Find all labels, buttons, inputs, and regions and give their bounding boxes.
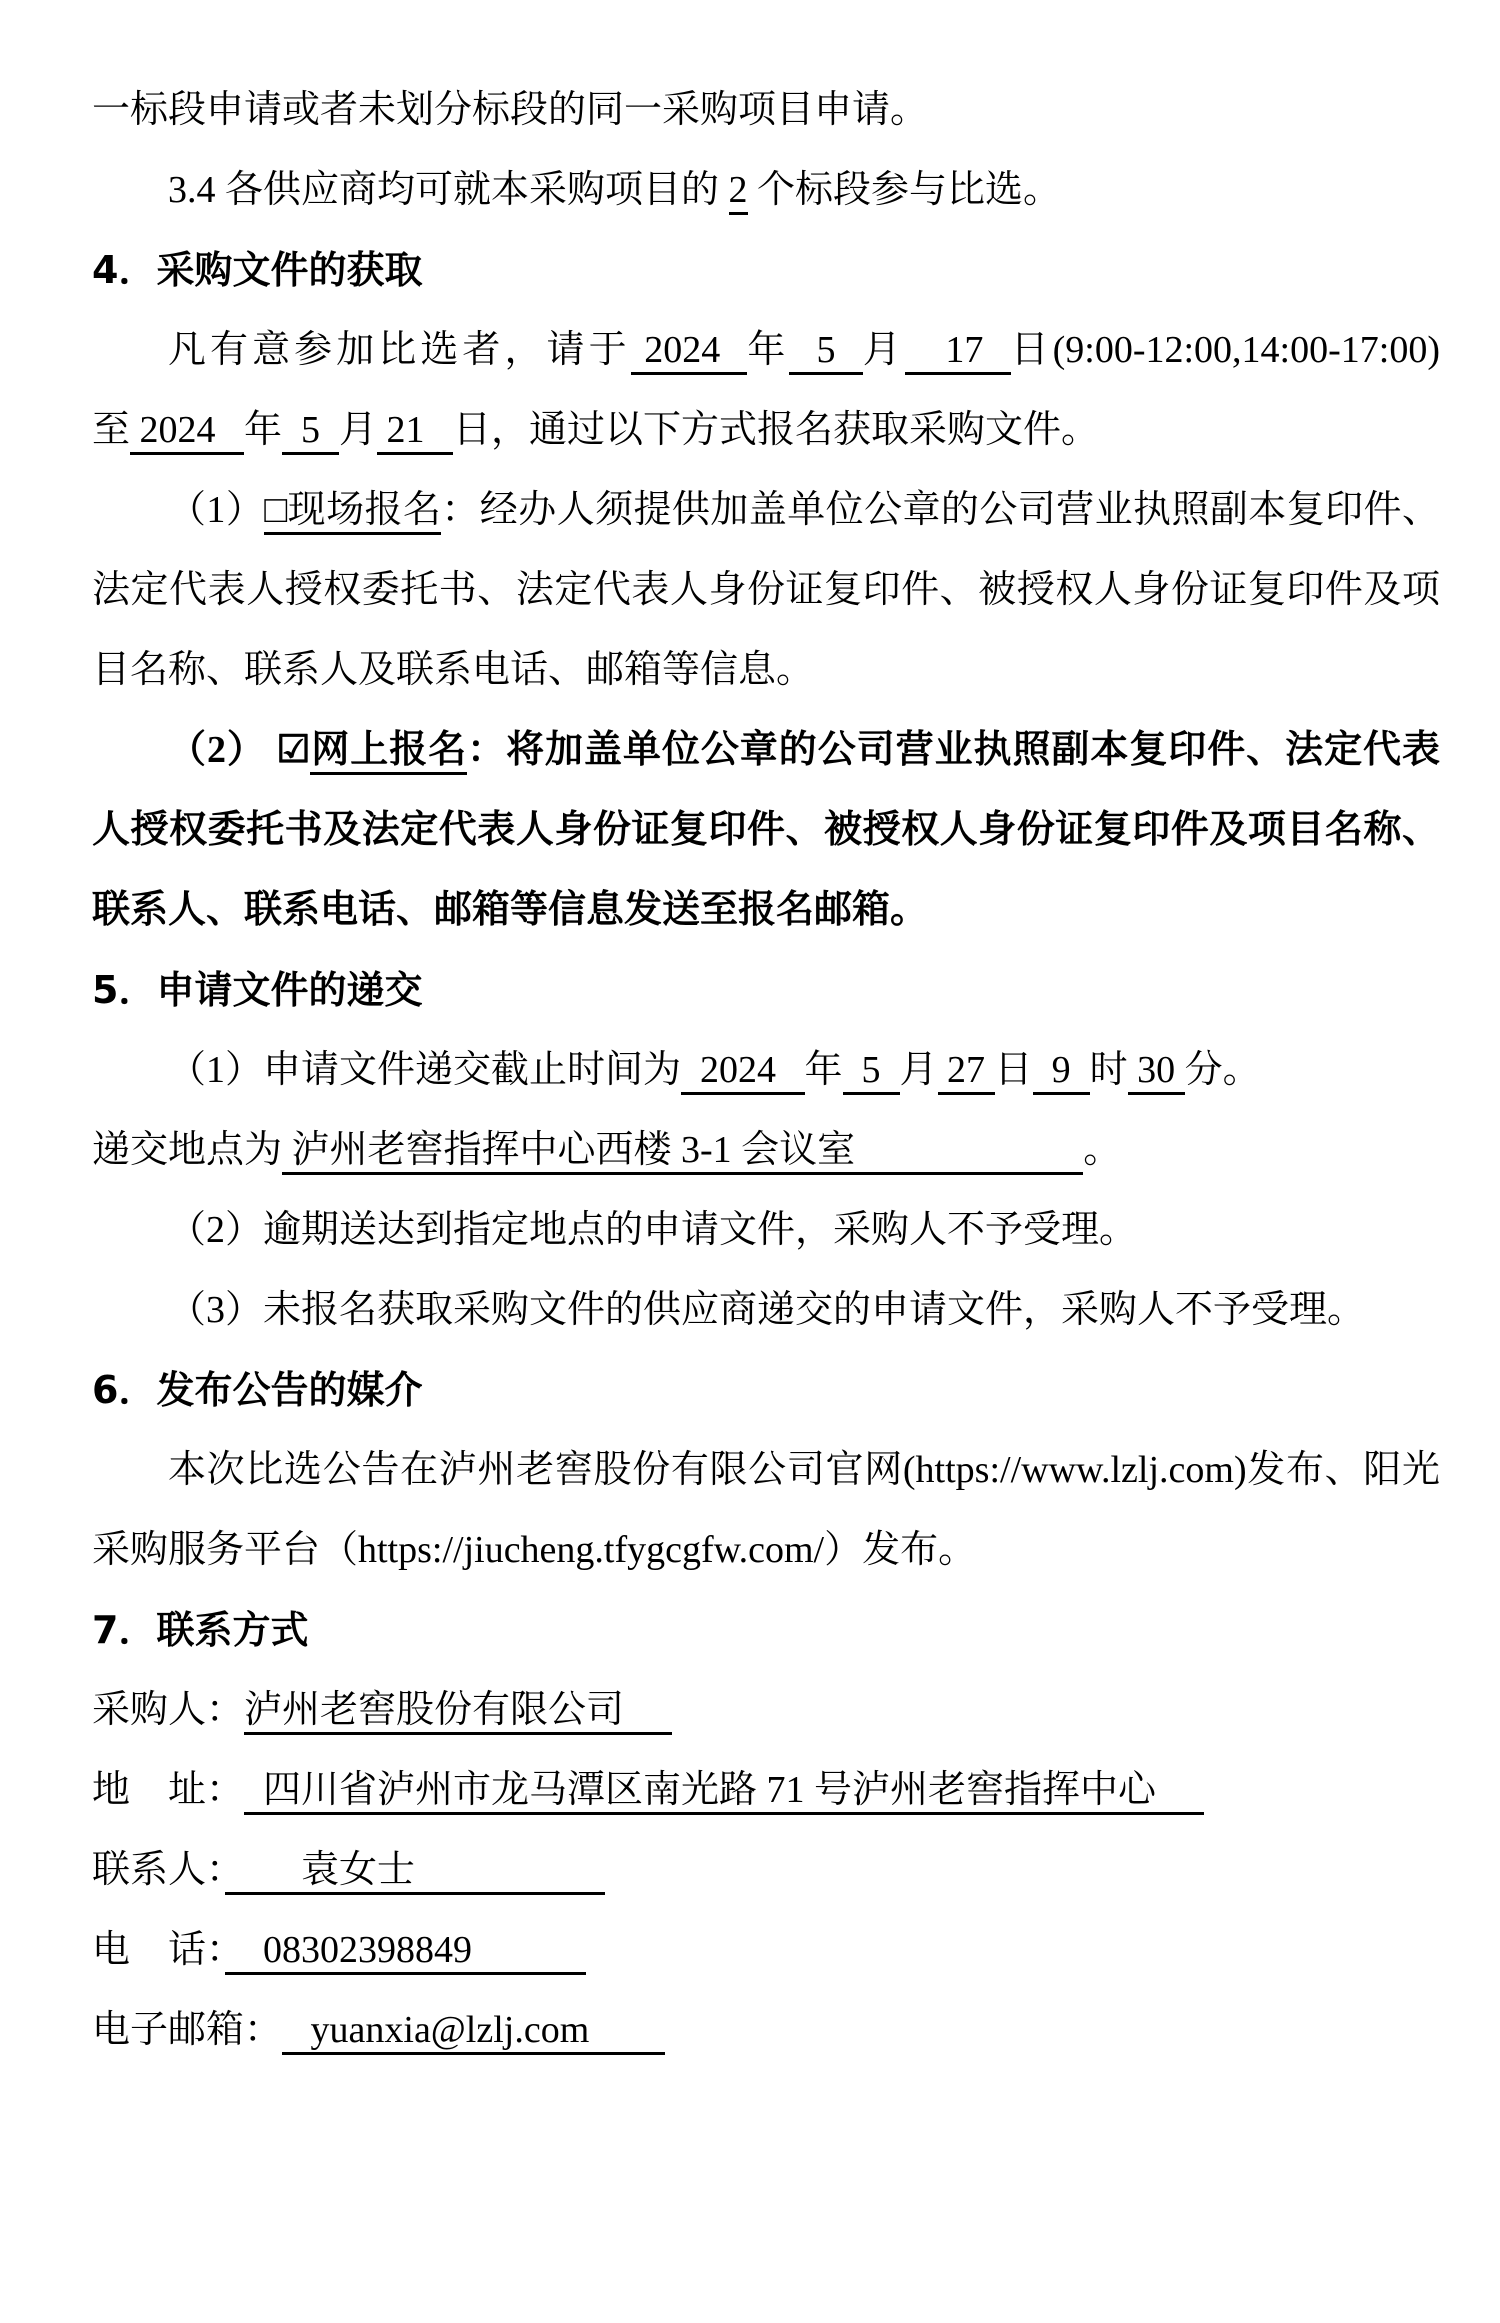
underlined-field-text: 5 xyxy=(789,329,862,375)
text-segment: 日(9:00-12:00,14:00-17:00)至 xyxy=(92,329,1440,451)
underlined-field-text: 2024 xyxy=(631,329,748,375)
underlined-field-text: 2024 xyxy=(130,409,244,455)
underlined-field-text: 网上报名 xyxy=(310,729,467,775)
text-segment: 采购人： xyxy=(92,1689,245,1731)
text-segment: （1）申请文件递交截止时间为 xyxy=(168,1049,682,1091)
para-4-onsite-registration xyxy=(92,470,1440,710)
text-segment: 。 xyxy=(1083,1129,1122,1171)
text-segment: （1） xyxy=(168,489,265,531)
document-content xyxy=(92,70,1440,2070)
underlined-field-text: 08302398849 xyxy=(225,1929,586,1975)
underlined-field-text: 17 xyxy=(905,329,1011,375)
para-6-media xyxy=(92,1430,1440,1590)
contact-purchaser xyxy=(92,1670,1440,1750)
underlined-field-text: 泸州老窖指挥中心西楼 3-1 会议室 xyxy=(282,1129,1083,1175)
text-segment: 一标段申请或者未划分标段的同一采购项目申请。 xyxy=(92,89,929,131)
text-segment: ：将加盖单位公章的公司营业执照副本复印件、法定代表人授权委托书及法定代表人身份证复印件、被授权人身份证复印件及项目名称、联系人、联系电话、邮箱等信息发送至报名邮箱。 xyxy=(92,729,1440,931)
text-segment: ：经办人须提供加盖单位公章的公司营业执照副本复印件、法定代表人授权委托书、法定代表人身份证复印件、被授权人身份证复印件及项目名称、联系人及联系电话、邮箱等信息。 xyxy=(92,489,1440,691)
contact-person xyxy=(92,1830,1440,1910)
underlined-field-text: 21 xyxy=(377,409,453,455)
underlined-field-text: 9 xyxy=(1033,1049,1090,1095)
para-5-location xyxy=(92,1110,1440,1190)
text-segment: 凡有意参加比选者，请于 xyxy=(168,329,631,371)
text-segment: 日，通过以下方式报名获取采购文件。 xyxy=(453,409,1100,451)
para-5-deadline xyxy=(92,1030,1440,1110)
underlined-field-text: 30 xyxy=(1128,1049,1185,1095)
text-segment: 年 xyxy=(244,409,283,451)
text-segment: 联系人： xyxy=(92,1849,226,1891)
text-segment: （2） xyxy=(168,729,277,771)
underlined-field-text: 四川省泸州市龙马潭区南光路 71 号泸州老窖指挥中心 xyxy=(244,1769,1204,1815)
para-4-obtain xyxy=(92,310,1440,470)
para-4-online-registration xyxy=(92,710,1440,950)
text-segment: 电 话： xyxy=(92,1929,226,1971)
text-segment: 电子邮箱： xyxy=(92,2009,283,2051)
underlined-field-text: 5 xyxy=(282,409,339,455)
text-segment: 递交地点为 xyxy=(92,1129,283,1171)
text-segment: 7．联系方式 xyxy=(92,1608,309,1652)
text-segment: 个标段参与比选。 xyxy=(747,169,1062,211)
text-segment: 年 xyxy=(747,329,790,371)
contact-phone xyxy=(92,1910,1440,1990)
underlined-field-text: 袁女士 xyxy=(225,1849,605,1895)
para-3-4 xyxy=(92,150,1440,230)
text-segment: 月 xyxy=(862,329,905,371)
contact-email xyxy=(92,1990,1440,2070)
text-segment: 5．申请文件的递交 xyxy=(92,968,423,1012)
text-segment: 4．采购文件的获取 xyxy=(92,248,423,292)
para-lot-continuation xyxy=(92,70,1440,150)
heading-5-application-submission xyxy=(92,950,1440,1030)
underlined-field-text: 5 xyxy=(843,1049,900,1095)
heading-7-contact xyxy=(92,1590,1440,1670)
heading-4-document-obtain xyxy=(92,230,1440,310)
text-segment: （3）未报名获取采购文件的供应商递交的申请文件，采购人不予受理。 xyxy=(168,1289,1366,1331)
text-segment: 6．发布公告的媒介 xyxy=(92,1368,423,1412)
text-segment: 月 xyxy=(899,1049,938,1091)
underlined-field-text: 2024 xyxy=(681,1049,805,1095)
underlined-field-text: 现场报名 xyxy=(288,489,442,535)
text-segment: 本次比选公告在泸州老窖股份有限公司官网(https://www.lzlj.com)发布、阳光采购服务平台（https://jiucheng.tfygcgfw.com/）发布。 xyxy=(92,1449,1440,1571)
heading-6-announcement-media xyxy=(92,1350,1440,1430)
para-5-unregistered-rejection xyxy=(92,1270,1440,1350)
text-segment: 时 xyxy=(1089,1049,1128,1091)
contact-address xyxy=(92,1750,1440,1830)
text-segment: （2）逾期送达到指定地点的申请文件，采购人不予受理。 xyxy=(168,1209,1138,1251)
checkbox-checked-icon: ☑ xyxy=(276,729,311,771)
text-segment: 年 xyxy=(804,1049,843,1091)
text-segment: 地 址： xyxy=(92,1769,245,1811)
text-segment: 3.4 各供应商均可就本采购项目的 xyxy=(168,169,729,211)
para-5-late-rejection xyxy=(92,1190,1440,1270)
text-segment: 分。 xyxy=(1184,1049,1261,1091)
text-segment: 月 xyxy=(339,409,378,451)
text-segment: 日 xyxy=(994,1049,1033,1091)
underlined-field-text: 泸州老窖股份有限公司 xyxy=(244,1689,672,1735)
underlined-field-text: 2 xyxy=(729,169,748,215)
underlined-field-text: yuanxia@lzlj.com xyxy=(282,2009,665,2055)
checkbox-unchecked-icon: □ xyxy=(264,489,287,535)
underlined-field-text: 27 xyxy=(938,1049,995,1095)
